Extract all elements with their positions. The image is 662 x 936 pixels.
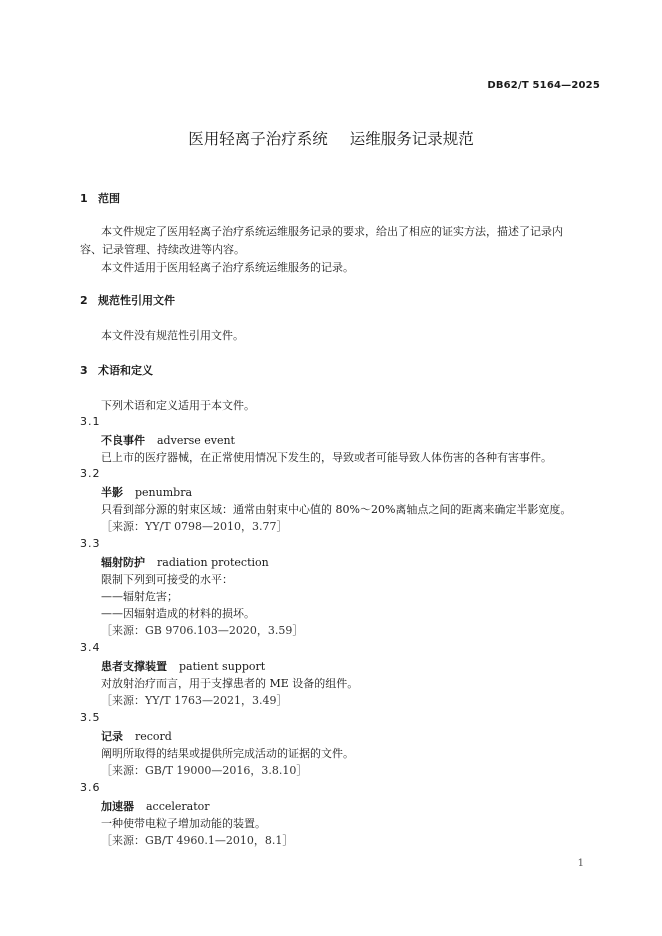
section-number: 1 [80,192,88,205]
term-list-item: ——辐射危害； [101,590,178,603]
term-definition: 已上市的医疗器械，在正常使用情况下发生的，导致或者可能导致人体伤害的各种有害事件。 [101,451,552,464]
term-source: ［来源：GB/T 19000—2016，3.8.10］ [101,764,308,777]
scope-paragraph-line-2: 容、记录管理、持续改进等内容。 [80,243,245,256]
term-name-zh: 辐射防护 [101,556,145,569]
term-name-en: patient support [179,660,266,673]
section-title: 规范性引用文件 [98,294,175,307]
term-heading [101,658,265,674]
term-definition: 限制下列到可接受的水平： [101,573,233,586]
section-title: 范围 [98,192,120,205]
term-number: 3.2 [80,467,101,480]
term-number: 3.4 [80,641,101,654]
term-source: ［来源：GB 9706.103—2020，3.59］ [101,624,304,637]
document-number: DB62/T 5164—2025 [487,80,600,91]
term-number: 3.1 [80,415,101,428]
term-name-en: record [135,730,172,743]
term-definition: 只看到部分源的射束区域：通常由射束中心值的 80%～20%离轴点之间的距离来确定半影宽度。 [101,503,572,516]
title-part-2: 运维服务记录规范 [349,130,474,148]
term-name-zh: 患者支撑装置 [101,660,167,673]
term-name-en: radiation protection [157,556,269,569]
normative-references-text: 本文件没有规范性引用文件。 [101,329,244,342]
term-list-item: ——因辐射造成的材料的损坏。 [101,607,255,620]
term-number: 3.6 [80,781,101,794]
term-name-en: accelerator [146,800,210,813]
term-heading [101,798,210,814]
document-title [0,127,662,149]
section-2-heading [80,292,175,308]
term-heading [101,484,192,500]
title-part-1: 医用轻离子治疗系统 [188,130,328,148]
section-number: 2 [80,294,88,307]
scope-paragraph-line-1: 本文件规定了医用轻离子治疗系统运维服务记录的要求，给出了相应的证实方法，描述了记录内 [101,225,563,238]
page-number: 1 [577,858,584,869]
term-name-zh: 半影 [101,486,123,499]
term-name-zh: 不良事件 [101,434,145,447]
section-number: 3 [80,364,88,377]
term-source: ［来源：GB/T 4960.1—2010，8.1］ [101,834,294,847]
term-definition: 一种使带电粒子增加动能的装置。 [101,817,266,830]
terms-intro: 下列术语和定义适用于本文件。 [101,399,255,412]
term-definition: 阐明所取得的结果或提供所完成活动的证据的文件。 [101,747,354,760]
term-name-zh: 加速器 [101,800,134,813]
section-title: 术语和定义 [98,364,153,377]
section-3-heading [80,362,153,378]
term-heading [101,728,172,744]
term-heading [101,554,269,570]
term-heading [101,432,235,448]
term-number: 3.5 [80,711,101,724]
term-number: 3.3 [80,537,101,550]
term-definition: 对放射治疗而言，用于支撑患者的 ME 设备的组件。 [101,677,359,690]
term-name-zh: 记录 [101,730,123,743]
term-name-en: penumbra [135,486,193,499]
term-source: ［来源：YY/T 1763—2021，3.49］ [101,694,288,707]
scope-applicability: 本文件适用于医用轻离子治疗系统运维服务的记录。 [101,261,354,274]
term-source: ［来源：YY/T 0798—2010，3.77］ [101,520,288,533]
term-name-en: adverse event [157,434,235,447]
section-1-heading [80,190,120,206]
